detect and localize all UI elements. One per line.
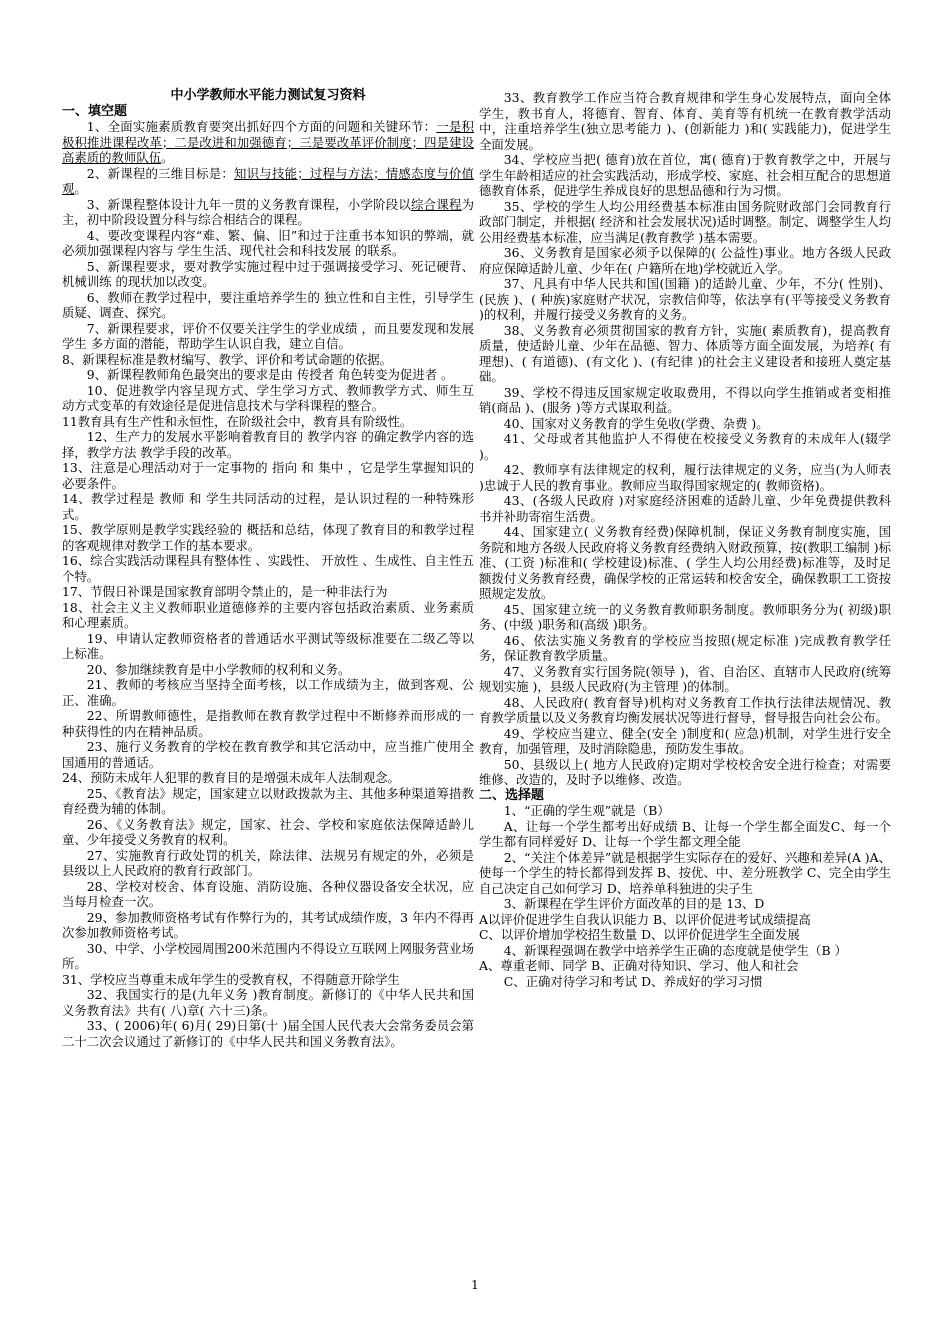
question-50: 50、县级以上( 地方人民政府)定期对学校校舍安全进行检查；对需要维修、改造的，及时予以维修、改造。 — [479, 756, 891, 787]
question-43: 43、(各级人民政府 )对家庭经济困难的适龄儿童、少年免费提供教科书并补助寄宿生活费。 — [479, 493, 891, 524]
question-39: 39、学校不得违反国家规定收取费用，不得以向学生推销或者变相推销(商品 )、(服务 )等方式谋取利益。 — [479, 384, 891, 415]
choice-1-stem: 1、“正确的学生观”就是（B） — [503, 803, 670, 818]
question-42: 42、教师享有法律规定的权利，履行法律规定的义务，应当(为人师表 )忠诚于人民的教育事业。教师应当取得国家规定的( 教师资格)。 — [479, 462, 891, 493]
question-20: 20、参加继续教育是中小学教师的权利和义务。 — [86, 661, 351, 677]
question-7: 7、新课程要求，评价不仅要关注学生的学业成绩 ，而且要发现和发展学生 多方面的潜能，帮助学生认识自我，建立自信。 — [62, 320, 474, 351]
section-fill-in-heading: 一、填空题 — [62, 103, 128, 119]
question-44: 44、国家建立( 义务教育经费)保障机制，保证义务教育制度实施，国务院和地方各级人民政府将义务教育经费纳入财政预算，按(教职工编制 )标准、(工资 )标准和( 学校建设)标准、( 学生人均公用经费)标准等，及时足额拨付义务教育经费，确保学校的正常运转和校舍安全，确保教职工工资按照规定发放。 — [479, 524, 891, 601]
question-21: 21、教师的考核应当坚持全面考核，以工作成绩为主，做到客观、公正、准确。 — [62, 677, 474, 708]
question-8: 8、新课程标准是教材编写、教学、评价和考试命题的依据。 — [62, 351, 393, 367]
question-38: 38、义务教育必须贯彻国家的教育方针，实施( 素质教育)，提高教育质量，使适龄儿童、少年在品德、智力、体质等方面全面发展，为培养( 有理想)、( 有道德)、(有文化 )、(有纪律 )的社会主义建设者和接班人奠定基础。 — [479, 322, 891, 384]
question-17: 17、节假日补课是国家教育部明令禁止的，是一种非法行为 — [62, 584, 388, 599]
question-25: 25、《教育法》规定，国家建立以财政拨款为主、其他多种渠道筹措教育经费为辅的体制。 — [62, 785, 474, 816]
question-31: 31、学校应当尊重未成年学生的受教育权，不得随意开除学生 — [62, 971, 400, 987]
question-24: 24、预防未成年人犯罪的教育目的是增强未成年人法制观念。 — [62, 770, 400, 785]
choice-3-options-cd: C、以评价增加学校招生数量 D、以评价促进学生全面发展 — [479, 927, 800, 942]
choice-3-stem: 3、新课程在学生评价方面改革的目的是 13、D — [503, 896, 765, 911]
question-12: 12、生产力的发展水平影响着教育目的 教学内容 的确定教学内容的选择，教学方法 教学手段的改革。 — [62, 429, 474, 460]
question-19: 19、申请认定教师资格者的普通话水平测试等级标准要在二级乙等以上标准。 — [62, 630, 474, 661]
question-3: 3、新课程整体设计九年一贯的义务教育课程，小学阶段以综合课程为主，初中阶段设置分科与综合相结合的课程。 — [62, 196, 474, 227]
question-30: 30、中学、小学校园周围200米范围内不得设立互联网上网服务营业场所。 — [62, 940, 474, 971]
question-46: 46、依法实施义务教育的学校应当按照(规定标准 )完成教育教学任务，保证教育教学质量。 — [479, 632, 891, 663]
question-9: 9、新课程教师角色最突出的要求是由 传授者 角色转变为促进者 。 — [86, 367, 454, 382]
right-column — [479, 90, 891, 989]
left-column — [62, 88, 474, 1049]
question-36: 36、义务教育是国家必须予以保障的( 公益性)事业。地方各级人民政府应保障适龄儿童、少年在( 户籍所在地)学校就近入学。 — [479, 245, 891, 276]
question-16: 16、综合实践活动课程具有整体性 、实践性、 开放性 、生成性、自主性五个特。 — [62, 553, 474, 584]
question-33b: 33、教育教学工作应当符合教育规律和学生身心发展特点，面向全体学生，教书育人，将德育、智育、体育、美育等有机统一在教育教学活动中，注重培养学生(独立思考能力 )、(创新能力 )和( 实践能力)，促进学生全面发展。 — [479, 90, 891, 152]
question-5: 5、新课程要求，要对教学实施过程中过于强调接受学习、死记硬背、机械训练 的现状加以改变。 — [62, 258, 474, 289]
section-choice-heading: 二、选择题 — [479, 787, 545, 803]
question-35: 35、学校的学生人均公用经费基本标准由国务院财政部门会同教育行政部门制定，并根据( 经济和社会发展状况)适时调整。制定、调整学生人均公用经费基本标准，应当满足(教育教学 )基本需要。 — [479, 198, 891, 245]
question-10: 10、促进教学内容呈现方式、学生学习方式、教师教学方式、师生互动方式变革的有效途径是促进信息技术与学科课程的整合。 — [62, 382, 474, 413]
question-47: 47、义务教育实行国务院(领导 )，省、自治区、直辖市人民政府(统筹规划实施 )，县级人民政府(为主管理 )的体制。 — [479, 663, 891, 694]
question-11: 11教育具有生产性和永恒性，在阶级社会中，教育具有阶级性。 — [62, 413, 413, 429]
question-41: 41、父母或者其他监护人不得使在校接受义务教育的未成年人(辍学 )。 — [479, 431, 891, 462]
question-40: 40、国家对义务教育的学生免收(学费、杂费 )。 — [503, 415, 769, 431]
question-2: 2、新课程的三维目标是：知识与技能；过程与方法；情感态度与价值观。 — [62, 165, 474, 196]
document-title: 中小学教师水平能力测试复习资料 — [170, 88, 366, 103]
question-13: 13、注意是心理活动对于一定事物的 指向 和 集中 ，它是学生掌握知识的 必要条件。 — [62, 460, 474, 491]
choice-1-options: A、让每一个学生都考出好成绩 B、让每一个学生都全面发C、每一个学生都有同样爱好 D、让每一个学生都文理全能 — [479, 818, 891, 849]
question-28: 28、学校对校舍、体育设施、消防设施、各种仪器设备安全状况，应当每月检查一次。 — [62, 878, 474, 909]
choice-4-stem: 4、新课程强调在教学中培养学生正确的态度就是使学生（B ） — [503, 942, 847, 958]
choice-2: 2、“关注个体差异”就是根据学生实际存在的爱好、兴趣和差异(A )A、使每一个学生的特长都得到发挥 B、按优、中、差分班教学 C、完全由学生自己决定自己如何学习 D、培养单科独进的尖子生 — [479, 849, 891, 896]
question-48: 48、人民政府( 教育督导)机构对义务教育工作执行法律法规情况、教育教学质量以及义务教育均衡发展状况等进行督导，督导报告向社会公布。 — [479, 694, 891, 725]
question-37: 37、凡具有中华人民共和国(国籍 )的适龄儿童、少年，不分( 性别)、(民族 )、( 种族)家庭财产状况，宗教信仰等，依法享有(平等接受义务教育 )的权利，并履行接受义务教育的义务。 — [479, 276, 891, 322]
page-number: 1 — [471, 1278, 479, 1292]
question-32: 32、我国实行的是(九年义务 )教育制度。新修订的《中华人民共和国义务教育法》共有( 八)章( 六十三)条。 — [62, 987, 474, 1018]
question-45: 45、国家建立统一的义务教育教师职务制度。教师职务分为( 初级)职务、(中级 )职务和(高级 )职务。 — [479, 601, 891, 632]
question-26: 26、《义务教育法》规定，国家、社会、学校和家庭依法保障适龄儿童、少年接受义务教育的权利。 — [62, 816, 474, 847]
question-15: 15、教学原则是教学实践经验的 概括和总结，体现了教育目的和教学过程的客观规律对教学工作的基本要求。 — [62, 522, 474, 553]
choice-4-options-ab: A、尊重老师、同学 B、正确对待知识、学习、他人和社会 — [479, 958, 799, 973]
choice-4-options-cd: C、正确对待学习和考试 D、养成好的学习习惯 — [503, 973, 763, 989]
question-4: 4、要改变课程内容“难、繁、偏、旧”和过于注重书本知识的弊端，就必须加强课程内容与 学生生活、现代社会和科技发展 的联系。 — [62, 227, 474, 258]
question-23: 23、施行义务教育的学校在教育教学和其它活动中，应当推广使用全国通用的普通话。 — [62, 739, 474, 770]
question-27: 27、实施教育行政处罚的机关，除法律、法规另有规定的外，必须是 县级以上人民政府的教育行政部门。 — [62, 847, 474, 878]
question-49: 49、学校应当建立、健全(安全 )制度和( 应急)机制，对学生进行安全教育，加强管理，及时消除隐患，预防发生事故。 — [479, 725, 891, 756]
question-33a: 33、( 2006)年( 6)月( 29)日第(十 )届全国人民代表大会常务委员会第二十二次会议通过了新修订的《中华人民共和国义务教育法》。 — [62, 1018, 474, 1049]
choice-3-options-ab: A以评价促进学生自我认识能力 B、以评价促进考试成绩提高 — [479, 911, 811, 927]
question-18: 18、社会主义主义教师职业道德修养的主要内容包括政治素质、业务素质和心理素质。 — [62, 599, 474, 630]
question-22: 22、所谓教师德性，是指教师在教育教学过程中不断修养而形成的一种获得性的内在精神品质。 — [62, 708, 474, 739]
question-29: 29、参加教师资格考试有作弊行为的，其考试成绩作废，3 年内不得再次参加教师资格考试。 — [62, 909, 474, 940]
question-6: 6、教师在教学过程中，要注重培养学生的 独立性和自主性，引导学生质疑、调查、探究。 — [62, 289, 474, 320]
question-1: 1、全面实施素质教育要突出抓好四个方面的问题和关键环节：一是积极积推进课程改革；二是改进和加强德育；三是要改革评价制度；四是建设高素质的教师队伍。 — [62, 119, 475, 165]
question-34: 34、学校应当把( 德育)放在首位，寓( 德育)于教育教学之中，开展与学生年龄相适应的社会实践活动，形成学校、家庭、社会相互配合的思想道德教育体系，促进学生养成良好的思想品德和行为习惯。 — [479, 152, 891, 198]
question-14: 14、教学过程是 教师 和 学生共同活动的过程，是认识过程的一种特殊形式。 — [62, 491, 474, 522]
